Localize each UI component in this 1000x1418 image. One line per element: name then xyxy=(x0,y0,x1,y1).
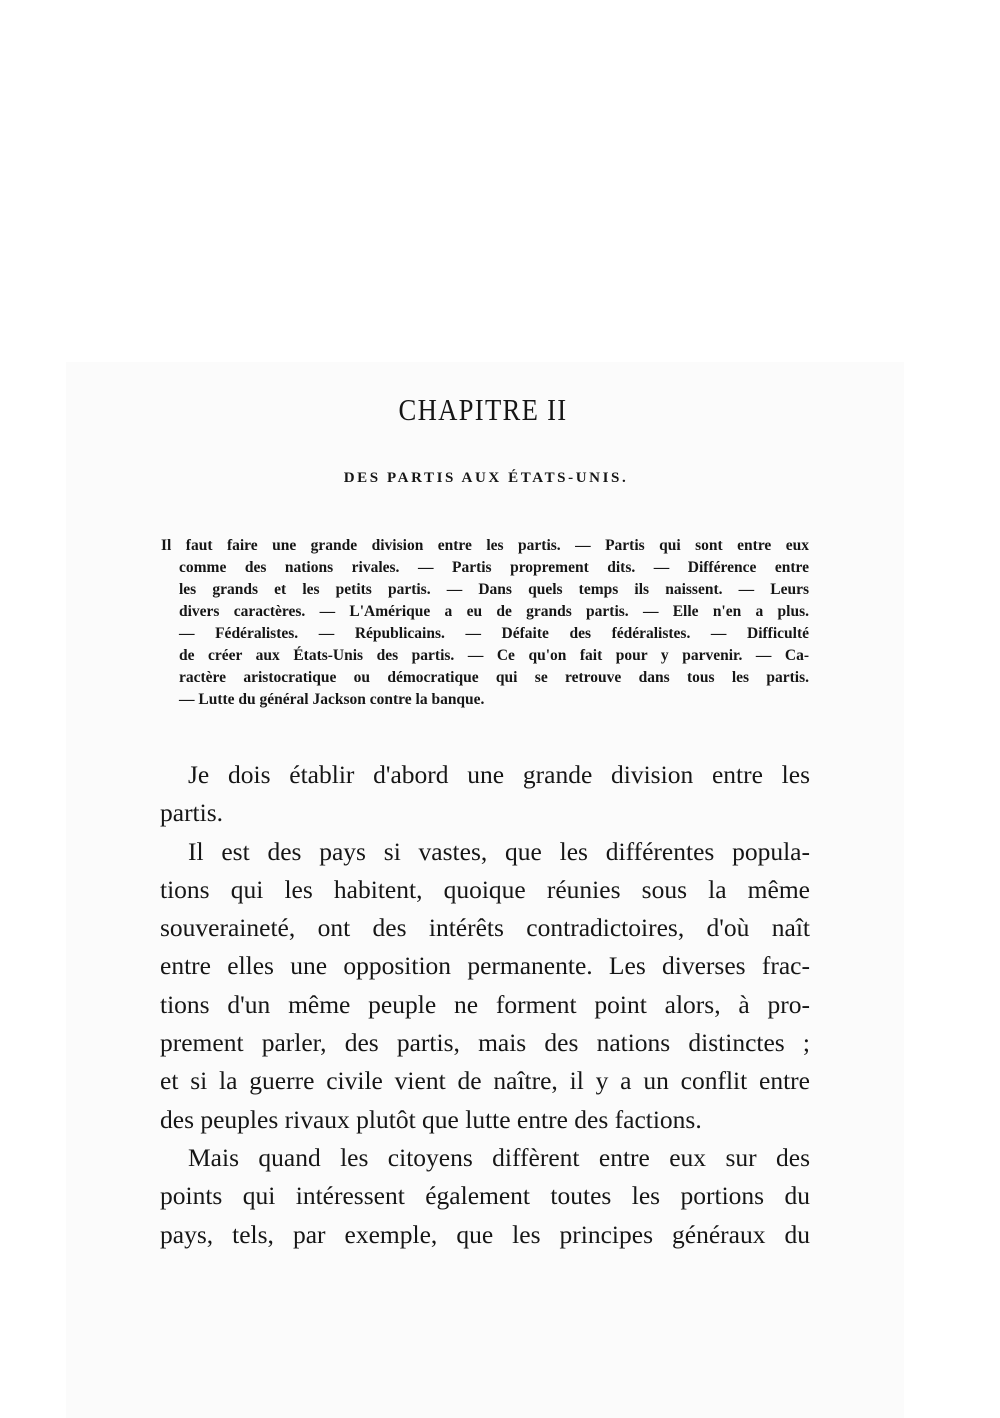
summary-line: de créer aux États-Unis des partis. — Ce qu'on fait pour y parvenir. — Ca- xyxy=(179,647,809,664)
chapter-subtitle: DES PARTIS AUX ÉTATS-UNIS. xyxy=(343,470,629,486)
body-line: Je dois établir d'abord une grande division entre les xyxy=(188,760,810,789)
body-line: prement parler, des partis, mais des nations distinctes ; xyxy=(160,1028,810,1058)
summary-line: ractère aristocratique ou démocratique qui se retrouve dans tous les partis. xyxy=(179,669,809,686)
body-line: tions qui les habitent, quoique réunies sous la même xyxy=(160,874,810,904)
body-line: Il est des pays si vastes, que les différentes popula- xyxy=(188,836,810,866)
body-text xyxy=(160,756,810,1254)
summary-line: — Lutte du général Jackson contre la banque. xyxy=(179,691,485,708)
chapter-title: CHAPITRE II xyxy=(398,392,568,427)
body-line: pays, tels, par exemple, que les principes généraux du xyxy=(160,1219,810,1249)
body-line: entre elles une opposition permanente. Les diverses frac- xyxy=(160,951,810,981)
chapter-summary xyxy=(161,535,809,711)
body-line: et si la guerre civile vient de naître, il y a un conflit entre xyxy=(160,1066,810,1096)
body-line: partis. xyxy=(160,798,224,828)
body-line: souveraineté, ont des intérêts contradictoires, d'où naît xyxy=(160,913,810,943)
body-line: points qui intéressent également toutes les portions du xyxy=(160,1181,810,1211)
summary-line: comme des nations rivales. — Partis proprement dits. — Différence entre xyxy=(179,559,809,576)
summary-line: divers caractères. — L'Amérique a eu de grands partis. — Elle n'en a plus. xyxy=(179,603,809,620)
summary-line: — Fédéralistes. — Républicains. — Défaite des fédéralistes. — Difficulté xyxy=(179,625,809,642)
summary-line: Il faut faire une grande division entre les partis. — Partis qui sont entre eux xyxy=(161,537,809,554)
summary-line: les grands et les petits partis. — Dans quels temps ils naissent. — Leurs xyxy=(179,581,809,598)
body-line: tions d'un même peuple ne forment point alors, à pro- xyxy=(160,989,810,1019)
body-line: des peuples rivaux plutôt que lutte entre des factions. xyxy=(160,1104,702,1134)
body-line: Mais quand les citoyens diffèrent entre eux sur des xyxy=(188,1142,810,1172)
